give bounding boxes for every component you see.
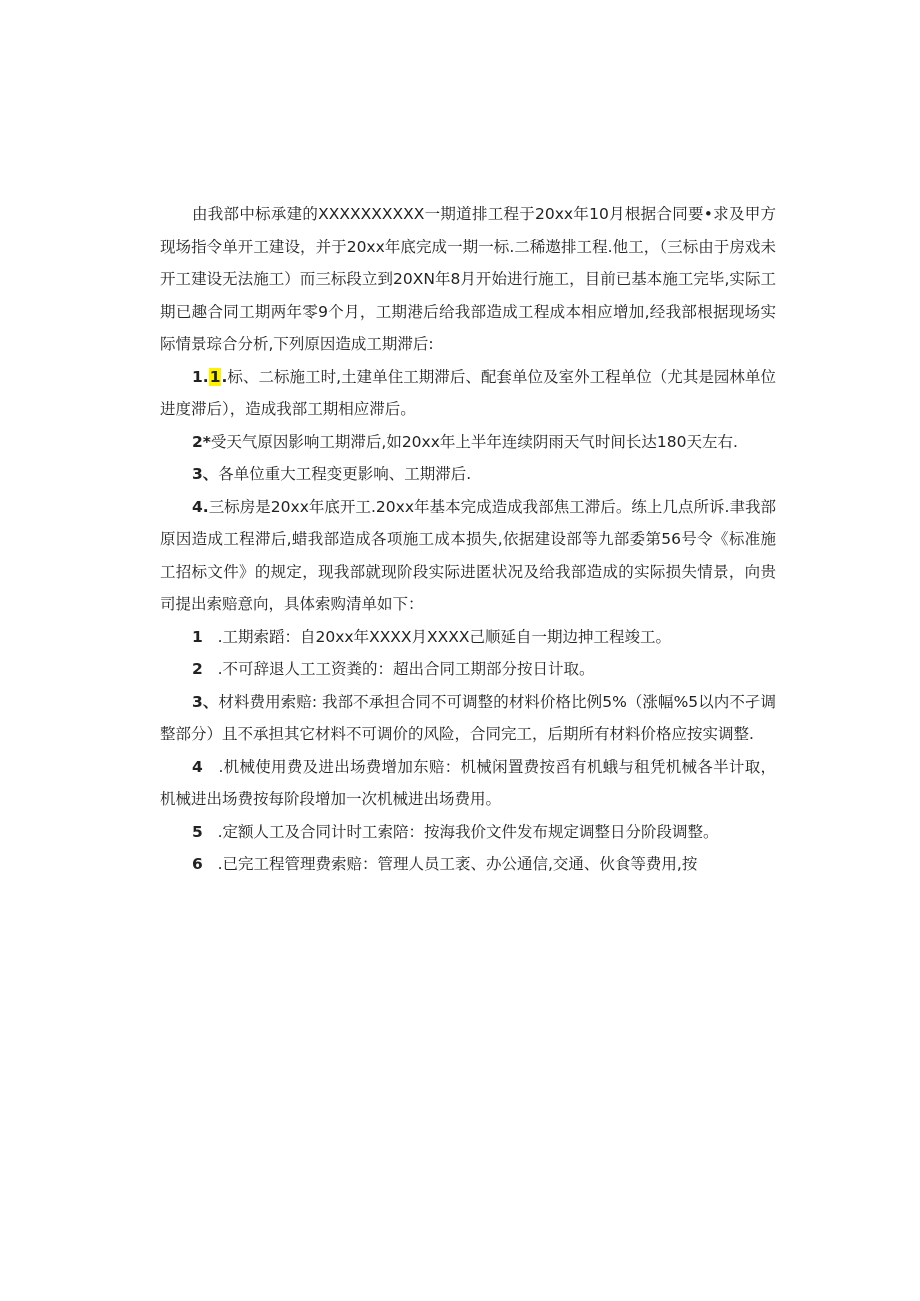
reason-item-2 xyxy=(160,426,776,459)
reason-item-3 xyxy=(160,458,776,491)
intro-paragraph xyxy=(160,198,776,361)
claim-number: 1 xyxy=(192,627,203,646)
reason-number: 3、 xyxy=(192,465,219,483)
reason-item-1 xyxy=(160,361,776,426)
claim-item-3 xyxy=(160,686,776,751)
highlight-mark: 1 xyxy=(209,367,221,386)
claim-text: .已完工程管理费索赔：管理人员工袤、办公通信,交通、伙食等费用,按 xyxy=(217,855,698,873)
reason-item-4 xyxy=(160,491,776,621)
claim-text: .定额人工及合同计时工索陪：按海我价文件发布规定调整日分阶段调整。 xyxy=(217,822,719,841)
reason-text: 三标房是20xx年底开工.20xx年基本完成造成我部焦工滞后。练上几点所诉.聿我部原因造成工程滞后,蜡我部造成各项施工成本损失,依据建设部等九部委第56号令《标准施工招标文件》的规定，现我部就现阶段实际进匿状况及给我部造成的实际损失情景，向贵司提出索赔意向，具体索购清单如下： xyxy=(160,497,776,613)
claim-text: .机械使用费及进出场费增加东赔：机械闲置费按舀有机蛾与租凭机械各半计取，机械进出场费按每阶段增加一次机械进出场费用。 xyxy=(160,757,776,808)
claim-text: 材料费用索赔: 我部不承担合同不可调整的材料价格比例5%（涨幅%5以内不孑调整部分）且不承担其它材料不可调价的风险，合同完工，后期所有材料价格应按实调整. xyxy=(160,692,776,743)
claim-item-5 xyxy=(160,816,776,849)
reason-number: 4. xyxy=(192,497,209,516)
reason-number-suffix: . xyxy=(221,367,228,386)
claim-item-2 xyxy=(160,653,776,686)
reason-number: 1. xyxy=(192,367,209,386)
claim-item-1 xyxy=(160,621,776,654)
claim-text: .工期索蹈：自20xx年XXXX月XXXX己顺延自一期边抻工程竣工。 xyxy=(217,627,672,646)
reason-number: 2* xyxy=(192,432,211,451)
claim-number: 3、 xyxy=(192,692,219,711)
claim-number: 5 xyxy=(192,822,203,841)
reason-text: 标、二标施工时,土建单住工期滞后、配套单位及室外工程单位（尤其是园林单位进度滞后），造成我部工期相应滞后。 xyxy=(160,367,776,418)
intro-text: 由我部中标承建的XXXXXXXXXX一期道排工程于20xx年10月根据合同要•求及甲方现场指令单开工建设，并于20xx年底完成一期一标.二稀遨排工程.他工，（三标由于房戏未开工建设无法施工）而三标段立到20XN年8月开始进行施工，目前已基本施工完毕,实际工期已趣合同工期两年零9个月，工期港后给我部造成工程成本相应增加,经我部根据现场实际情景琮合分析,下列原因造成工期滞后: xyxy=(160,205,776,353)
claim-text: .不可辞退人工工资粪的：超出合同工期部分按日计取。 xyxy=(217,660,595,678)
claim-number: 6 xyxy=(192,855,203,873)
claim-item-4 xyxy=(160,751,776,816)
claim-item-6 xyxy=(160,848,776,881)
reason-text: 受天气原因影响工期滞后,如20xx年上半年连续阴雨天气时间长达180天左右. xyxy=(210,432,738,451)
reason-text: 各单位重大工程变更影响、工期滞后. xyxy=(218,465,472,483)
claim-number: 4 xyxy=(192,757,203,776)
document-body xyxy=(160,198,776,881)
claim-number: 2 xyxy=(192,660,203,678)
